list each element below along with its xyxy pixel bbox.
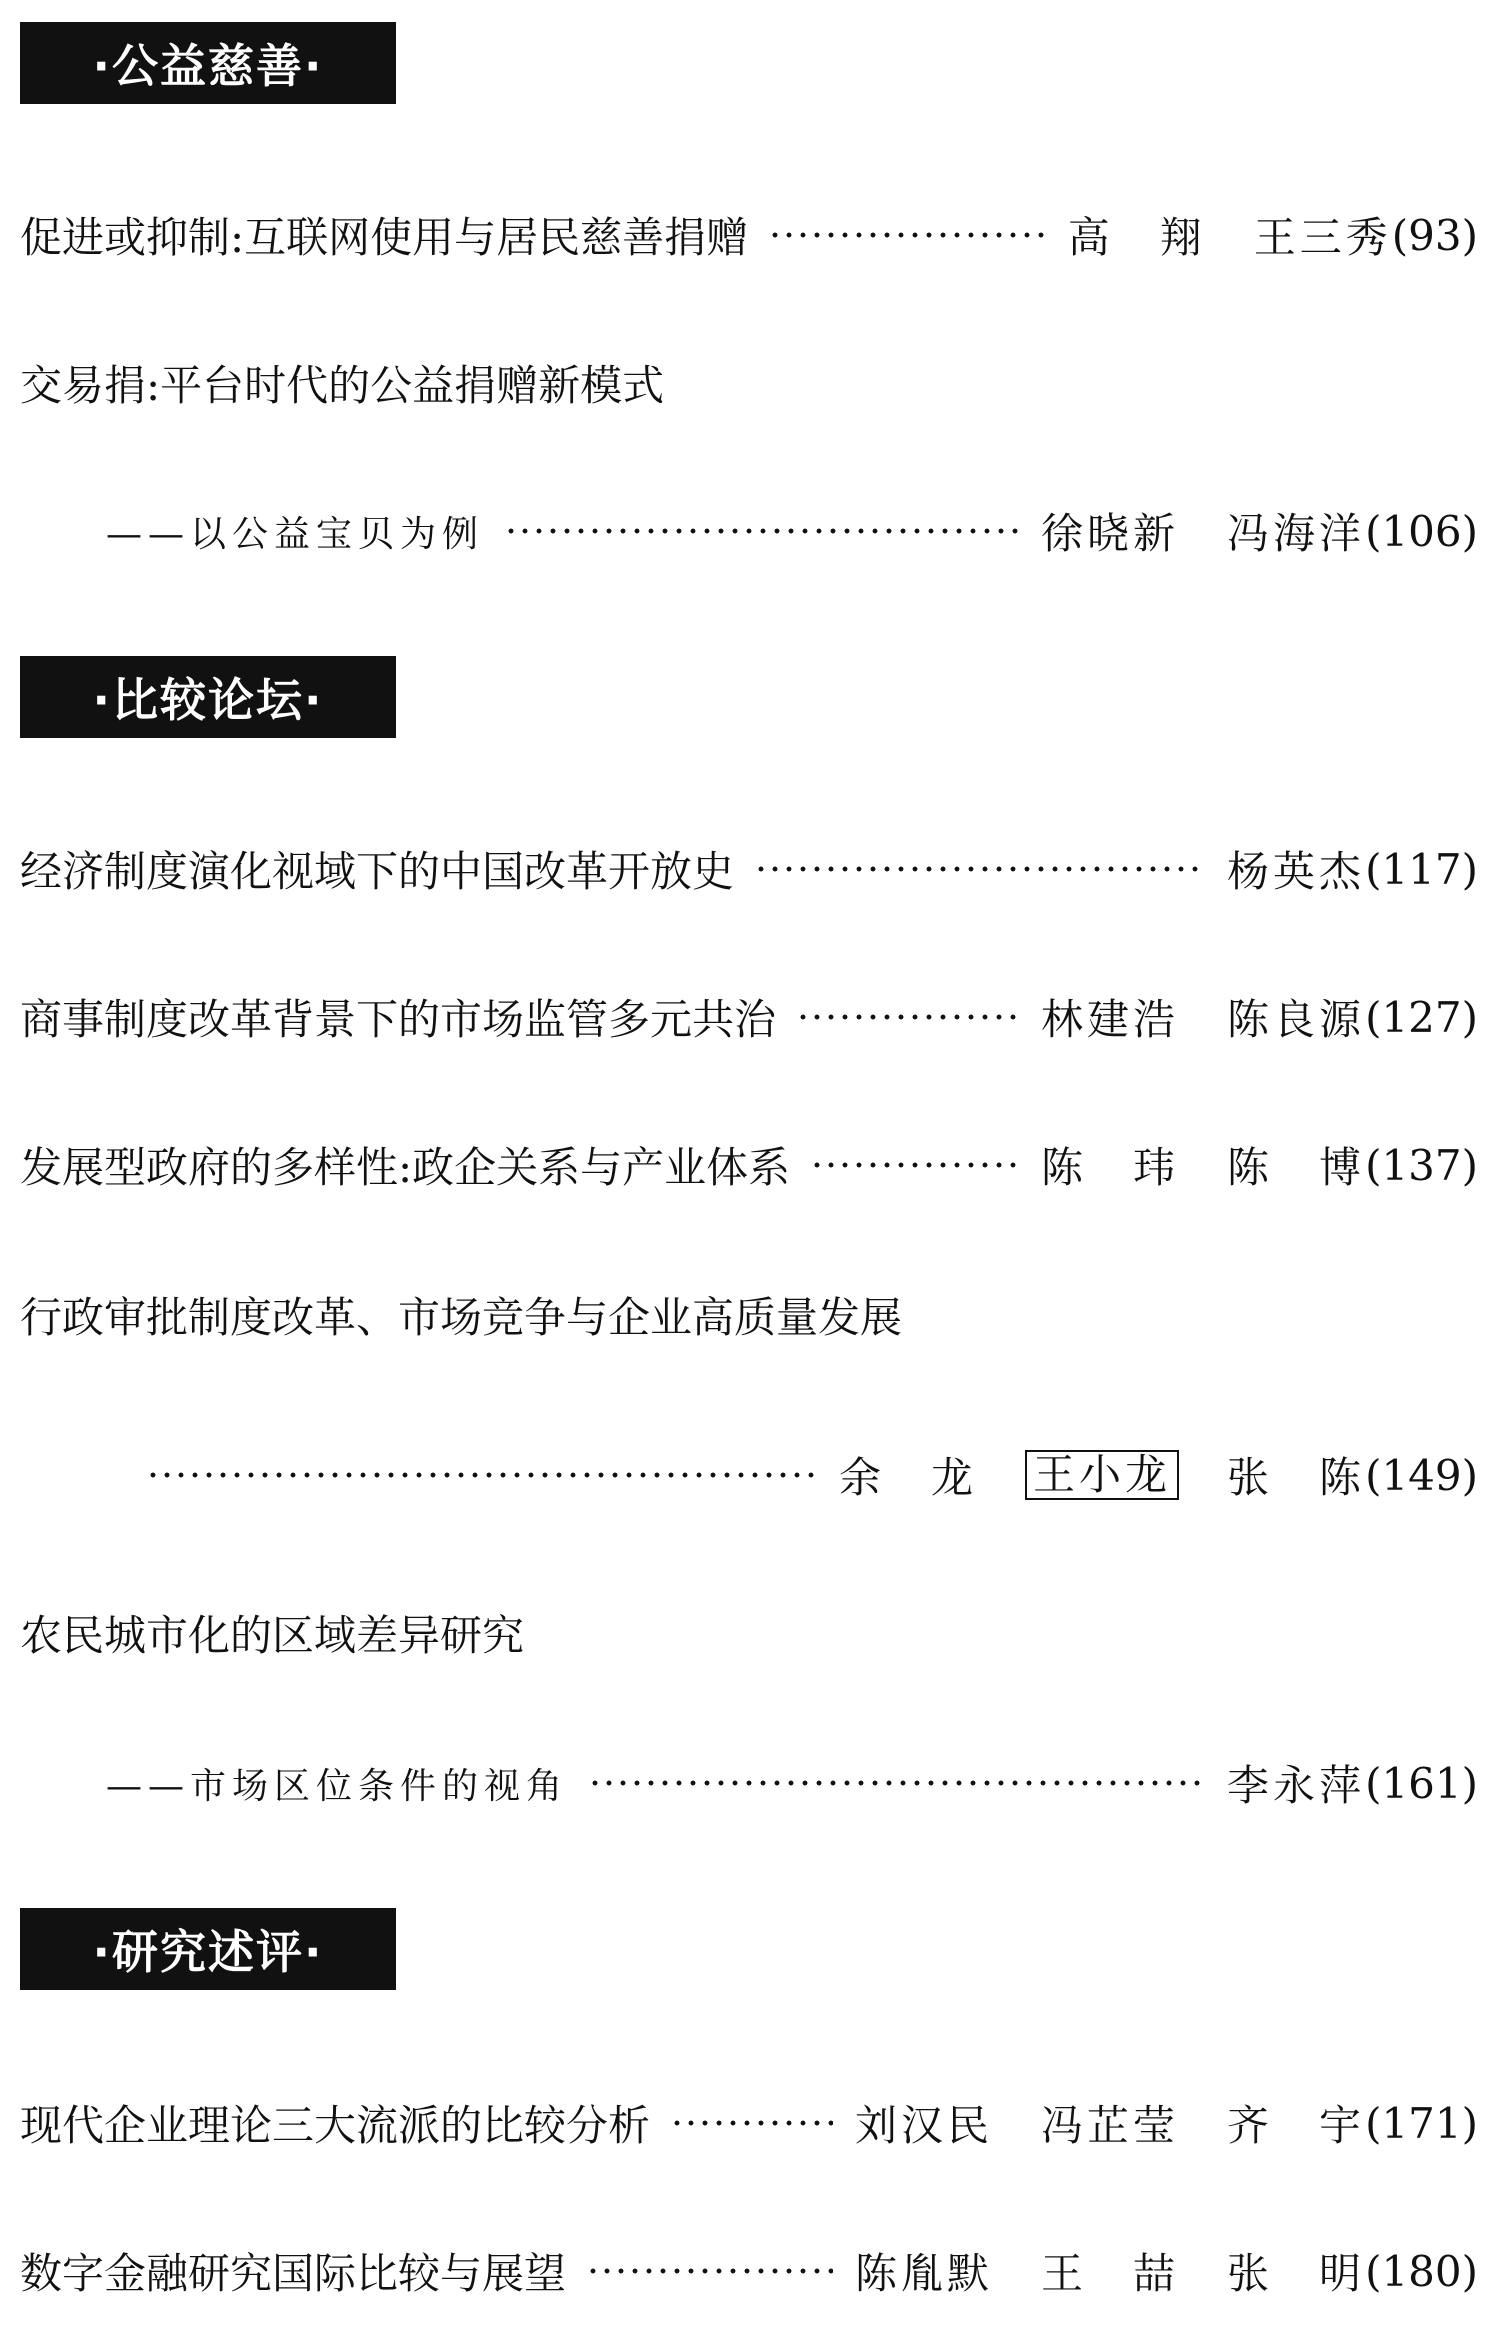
entry-title: 商事制度改革背景下的市场监管多元共治 xyxy=(20,995,777,1044)
dot-leader xyxy=(586,2267,833,2275)
toc-entry[interactable] xyxy=(20,2240,1478,2302)
dot-leader xyxy=(796,1013,1019,1021)
author: 陈良源 xyxy=(1227,995,1366,1044)
dot-leader xyxy=(810,1161,1019,1169)
dot-leader xyxy=(504,527,1019,535)
toc-entry[interactable] xyxy=(146,1444,1478,1506)
author: 高 翔 xyxy=(1067,213,1206,262)
page-number: (171) xyxy=(1365,2098,1478,2148)
author: 张 陈 xyxy=(1227,1453,1366,1502)
entry-authors xyxy=(855,2093,1365,2153)
entry-title: 经济制度演化视域下的中国改革开放史 xyxy=(20,847,735,896)
dot-leader xyxy=(670,2119,833,2127)
page-number: (127) xyxy=(1365,992,1478,1042)
toc-entry[interactable] xyxy=(20,204,1478,266)
entry-authors xyxy=(1068,205,1392,265)
page-number: (93) xyxy=(1391,210,1478,260)
dot-leader xyxy=(754,865,1205,873)
author: 冯海洋 xyxy=(1227,509,1366,558)
entry-title: 数字金融研究国际比较与展望 xyxy=(20,2249,567,2298)
toc-entry[interactable] xyxy=(106,500,1478,562)
author: 林建浩 xyxy=(1041,995,1180,1044)
entry-subtitle: ——市场区位条件的视角 xyxy=(106,1765,569,1807)
entry-authors xyxy=(1227,1753,1365,1813)
section-label-charity: ·公益慈善· xyxy=(20,22,396,104)
page-number: (106) xyxy=(1365,506,1478,556)
author: 齐 宇 xyxy=(1227,2101,1366,2150)
entry-title[interactable]: 交易捐:平台时代的公益捐赠新模式 xyxy=(20,361,665,410)
author: 王 喆 xyxy=(1041,2249,1180,2298)
page-number: (117) xyxy=(1365,844,1478,894)
entry-title: 促进或抑制:互联网使用与居民慈善捐赠 xyxy=(20,213,749,262)
author: 冯芷莹 xyxy=(1041,2101,1180,2150)
author: 刘汉民 xyxy=(855,2101,994,2150)
author: 王三秀 xyxy=(1253,213,1392,262)
author: 张 明 xyxy=(1227,2249,1366,2298)
author: 陈 玮 xyxy=(1041,1143,1180,1192)
dot-leader xyxy=(146,1471,817,1479)
entry-authors xyxy=(1227,839,1365,899)
entry-title[interactable]: 农民城市化的区域差异研究 xyxy=(20,1611,525,1660)
entry-authors xyxy=(839,1445,1365,1505)
entry-authors xyxy=(1041,987,1365,1047)
dot-leader xyxy=(588,1779,1205,1787)
toc-entry[interactable] xyxy=(20,2092,1478,2154)
entry-authors xyxy=(855,2241,1365,2301)
entry-title: 现代企业理论三大流派的比较分析 xyxy=(20,2101,651,2150)
author: 陈 博 xyxy=(1227,1143,1366,1192)
author: 徐晓新 xyxy=(1041,509,1180,558)
page-number: (137) xyxy=(1365,1140,1478,1190)
toc-entry[interactable] xyxy=(20,986,1478,1048)
author: 李永萍 xyxy=(1227,1761,1366,1810)
entry-authors xyxy=(1041,1135,1365,1195)
author: 杨英杰 xyxy=(1227,847,1366,896)
author-highlighted: 王小龙 xyxy=(1025,1450,1179,1500)
entry-title[interactable]: 行政审批制度改革、市场竞争与企业高质量发展 xyxy=(20,1293,903,1342)
toc-entry[interactable] xyxy=(106,1752,1478,1814)
toc-entry[interactable] xyxy=(20,838,1478,900)
page-number: (161) xyxy=(1365,1758,1478,1808)
dot-leader xyxy=(768,231,1046,239)
entry-title: 发展型政府的多样性:政企关系与产业体系 xyxy=(20,1143,791,1192)
page-number: (149) xyxy=(1365,1450,1478,1500)
section-label-research-review: ·研究述评· xyxy=(20,1908,396,1990)
entry-subtitle: ——以公益宝贝为例 xyxy=(106,513,485,555)
author: 余 龙 xyxy=(839,1453,978,1502)
page-number: (180) xyxy=(1365,2246,1478,2296)
section-label-comparative-forum: ·比较论坛· xyxy=(20,656,396,738)
toc-entry[interactable] xyxy=(20,1134,1478,1196)
author: 陈胤默 xyxy=(855,2249,994,2298)
entry-authors xyxy=(1041,501,1365,561)
